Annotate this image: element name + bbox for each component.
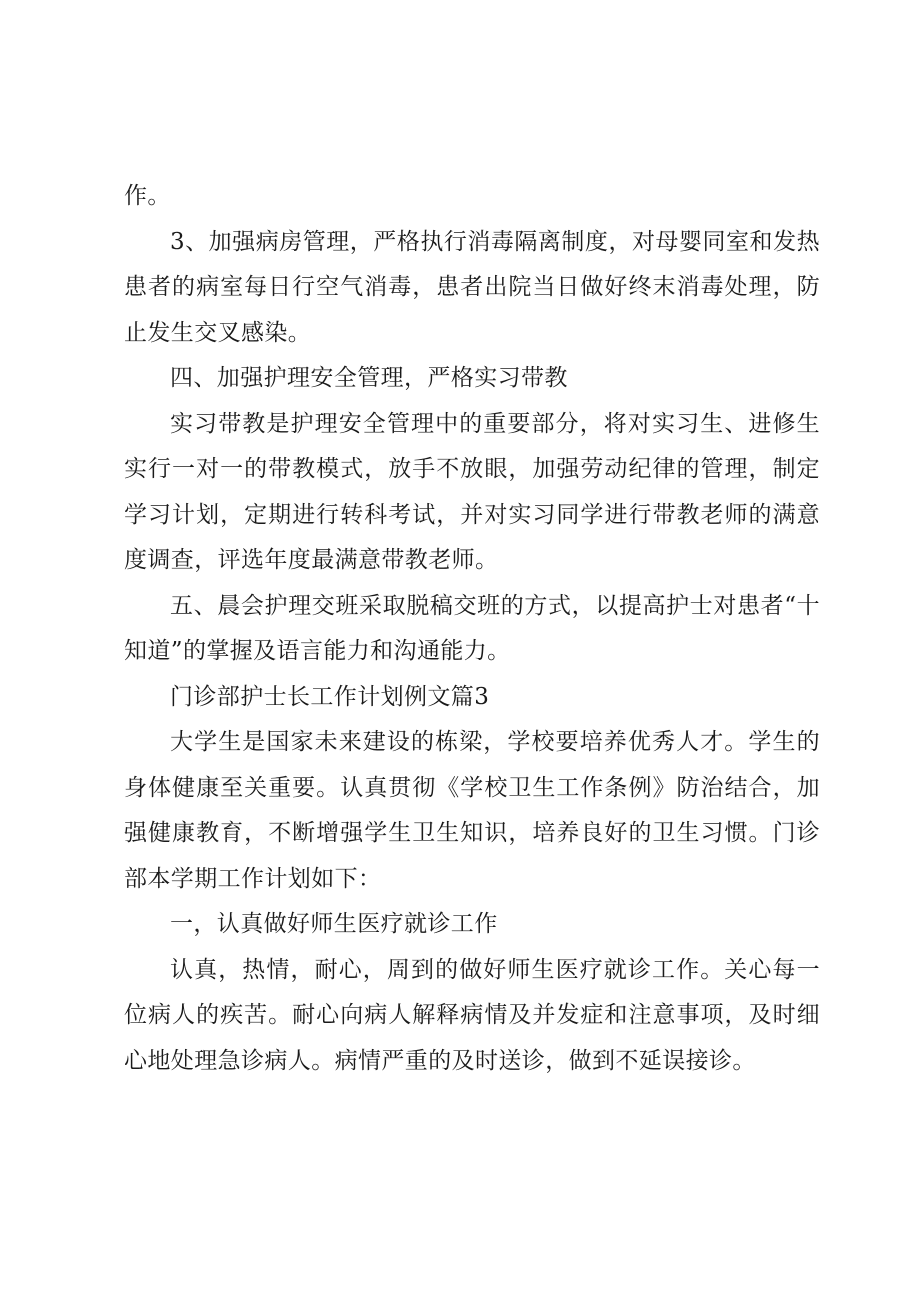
heading-example-3: 门诊部护士长工作计划例文篇3 [170, 683, 490, 710]
paragraph-section-five: 五、晨会护理交班采取脱稿交班的方式，以提高护士对患者“十知道”的掌握及语言能力和沟通能力。 [124, 592, 820, 664]
heading-section-one: 一，认真做好师生医疗就诊工作 [170, 911, 498, 937]
document-body [124, 174, 820, 1084]
paragraph-continuation: 作。 [124, 183, 171, 209]
paragraph-medical-service: 认真，热情，耐心，周到的做好师生医疗就诊工作。关心每一位病人的疾苦。耐心向病人解释病情及并发症和注意事项，及时细心地处理急诊病人。病情严重的及时送诊，做到不延误接诊。 [124, 956, 820, 1074]
heading-section-four: 四、加强护理安全管理，严格实习带教 [170, 365, 568, 391]
paragraph-intro: 大学生是国家未来建设的栋梁，学校要培养优秀人才。学生的身体健康至关重要。认真贯彻《学校卫生工作条例》防治结合，加强健康教育，不断增强学生卫生知识，培养良好的卫生习惯。门诊部本学期工作计划如下： [124, 729, 820, 892]
paragraph-ward-management: 3、加强病房管理，严格执行消毒隔离制度，对母婴同室和发热患者的病室每日行空气消毒，患者出院当日做好终末消毒处理，防止发生交叉感染。 [124, 228, 820, 346]
paragraph-internship-teaching: 实习带教是护理安全管理中的重要部分，将对实习生、进修生实行一对一的带教模式，放手不放眼，加强劳动纪律的管理，制定学习计划，定期进行转科考试，并对实习同学进行带教老师的满意度调查，评选年度最满意带教老师。 [124, 410, 820, 573]
